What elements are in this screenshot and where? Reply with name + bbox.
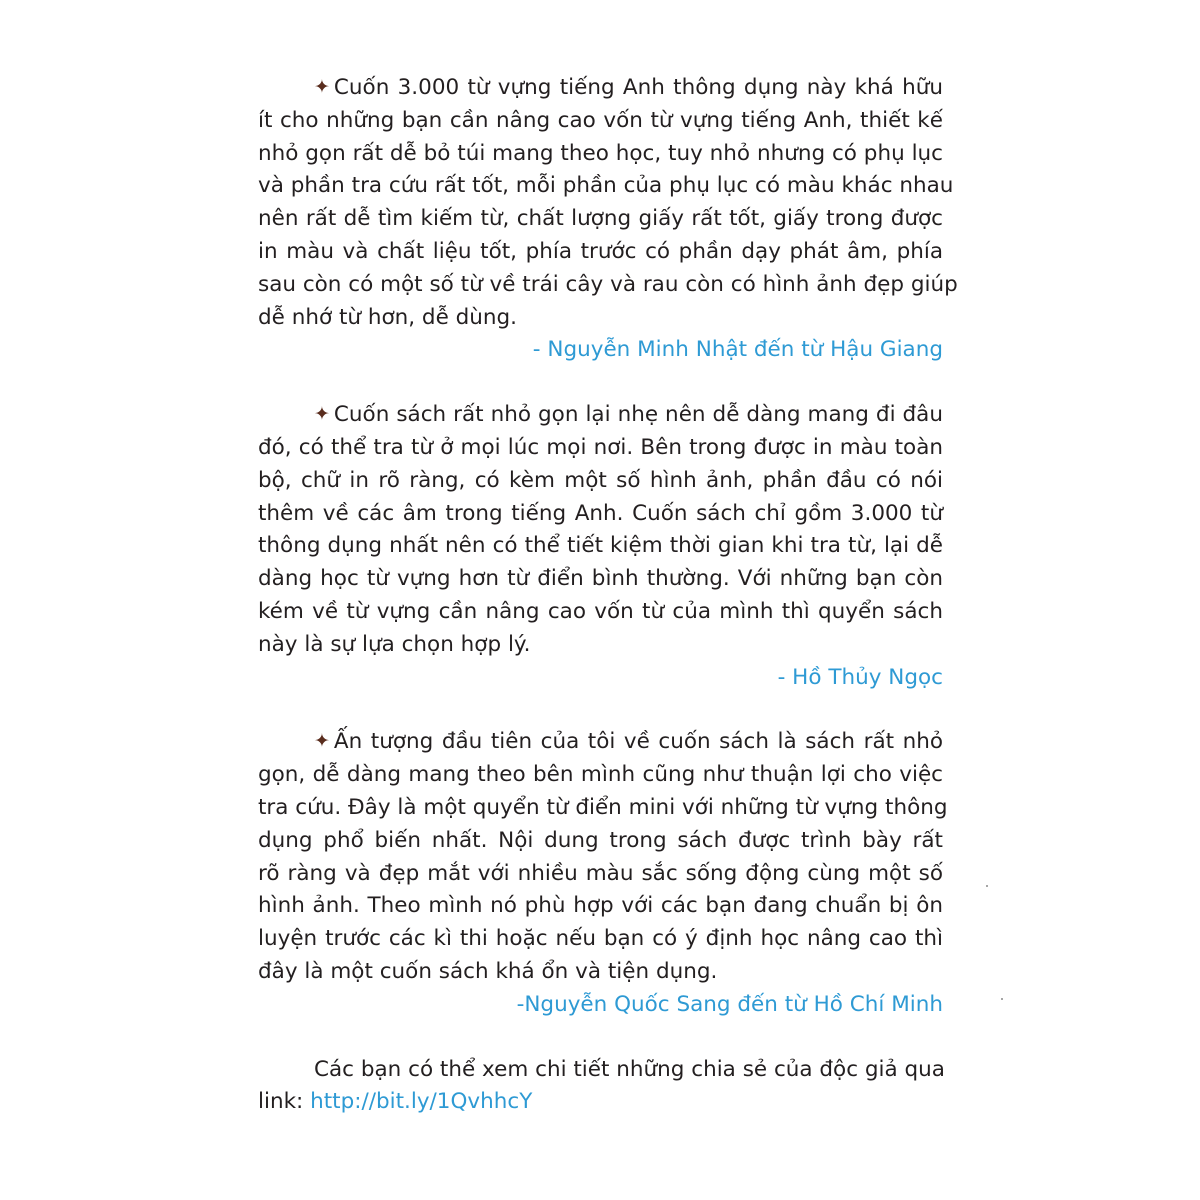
star-bullet-icon: ✦ xyxy=(314,76,330,98)
review-text: rõ ràng và đẹp mắt với nhiều màu sắc sống động cùng một số xyxy=(258,860,943,886)
star-bullet-icon: ✦ xyxy=(314,730,330,753)
speck-dot xyxy=(986,885,988,887)
review-text: đây là một cuốn sách khá ổn và tiện dụng. xyxy=(258,958,718,984)
star-bullet-icon: ✦ xyxy=(314,403,330,426)
review-text: in màu và chất liệu tốt, phía trước có phần dạy phát âm, phía xyxy=(258,238,943,264)
review-text: kém về từ vựng cần nâng cao vốn từ của mình thì quyển sách xyxy=(258,598,943,624)
outro-text: Các bạn có thể xem chi tiết những chia sẻ của độc giả qua xyxy=(314,1056,945,1082)
review-1 xyxy=(258,72,958,367)
review-text: thông dụng nhất nên có thể tiết kiệm thời gian khi tra từ, lại dễ xyxy=(258,533,943,559)
review-text: ít cho những bạn cần nâng cao vốn từ vựng tiếng Anh, thiết kế xyxy=(258,107,943,133)
review-text: bộ, chữ in rõ ràng, có kèm một số hình ảnh, phần đầu có nói xyxy=(258,467,943,493)
review-author: - Nguyễn Minh Nhật đến từ Hậu Giang xyxy=(532,337,943,363)
review-first-line xyxy=(258,399,943,432)
review-text: hình ảnh. Theo mình nó phù hợp với các bạn đang chuẩn bị ôn xyxy=(258,893,943,919)
review-first-line xyxy=(258,726,943,759)
review-text: gọn, dễ dàng mang theo bên mình cũng như thuận lợi cho việc xyxy=(258,762,943,788)
review-2 xyxy=(258,399,943,694)
review-text: dụng phổ biến nhất. Nội dung trong sách được trình bày rất xyxy=(258,827,943,853)
review-3 xyxy=(258,726,948,1021)
outro-link-prefix: link: xyxy=(258,1089,311,1115)
review-text: Cuốn sách rất nhỏ gọn lại nhẹ nên dễ dàng mang đi đâu xyxy=(333,402,943,428)
review-share-link[interactable]: http://bit.ly/1QvhhcY xyxy=(310,1089,533,1115)
review-text: nên rất dễ tìm kiếm từ, chất lượng giấy rất tốt, giấy trong được xyxy=(258,206,943,232)
review-text: luyện trước các kì thi hoặc nếu bạn có ý định học nâng cao thì xyxy=(258,926,943,952)
review-page xyxy=(258,72,958,1119)
review-text: Cuốn 3.000 từ vựng tiếng Anh thông dụng này khá hữu xyxy=(333,75,943,100)
review-text: dàng học từ vựng hơn từ điển bình thường. Với những bạn còn xyxy=(258,566,943,592)
review-text: và phần tra cứu rất tốt, mỗi phần của phụ lục có màu khác nhau xyxy=(258,173,954,199)
outro-link-line xyxy=(258,1086,943,1119)
review-text: này là sự lựa chọn hợp lý. xyxy=(258,631,531,657)
review-text: Ấn tượng đầu tiên của tôi về cuốn sách là sách rất nhỏ xyxy=(333,729,943,755)
review-first-line xyxy=(258,72,943,105)
review-text: sau còn có một số từ về trái cây và rau còn có hình ảnh đẹp giúp xyxy=(258,271,958,297)
review-author: - Hồ Thủy Ngọc xyxy=(777,664,943,690)
review-text: dễ nhớ từ hơn, dễ dùng. xyxy=(258,304,518,330)
review-author: -Nguyễn Quốc Sang đến từ Hồ Chí Minh xyxy=(516,991,943,1017)
review-text: tra cứu. Đây là một quyển từ điển mini với những từ vựng thông xyxy=(258,794,948,820)
review-text: nhỏ gọn rất dễ bỏ túi mang theo học, tuy nhỏ nhưng có phụ lục xyxy=(258,140,943,166)
review-text: đó, có thể tra từ ở mọi lúc mọi nơi. Bên trong được in màu toàn xyxy=(258,434,943,460)
speck-dot xyxy=(1001,998,1003,1000)
outro-paragraph xyxy=(258,1054,943,1120)
review-text: thêm về các âm trong tiếng Anh. Cuốn sách chỉ gồm 3.000 từ xyxy=(258,500,943,526)
